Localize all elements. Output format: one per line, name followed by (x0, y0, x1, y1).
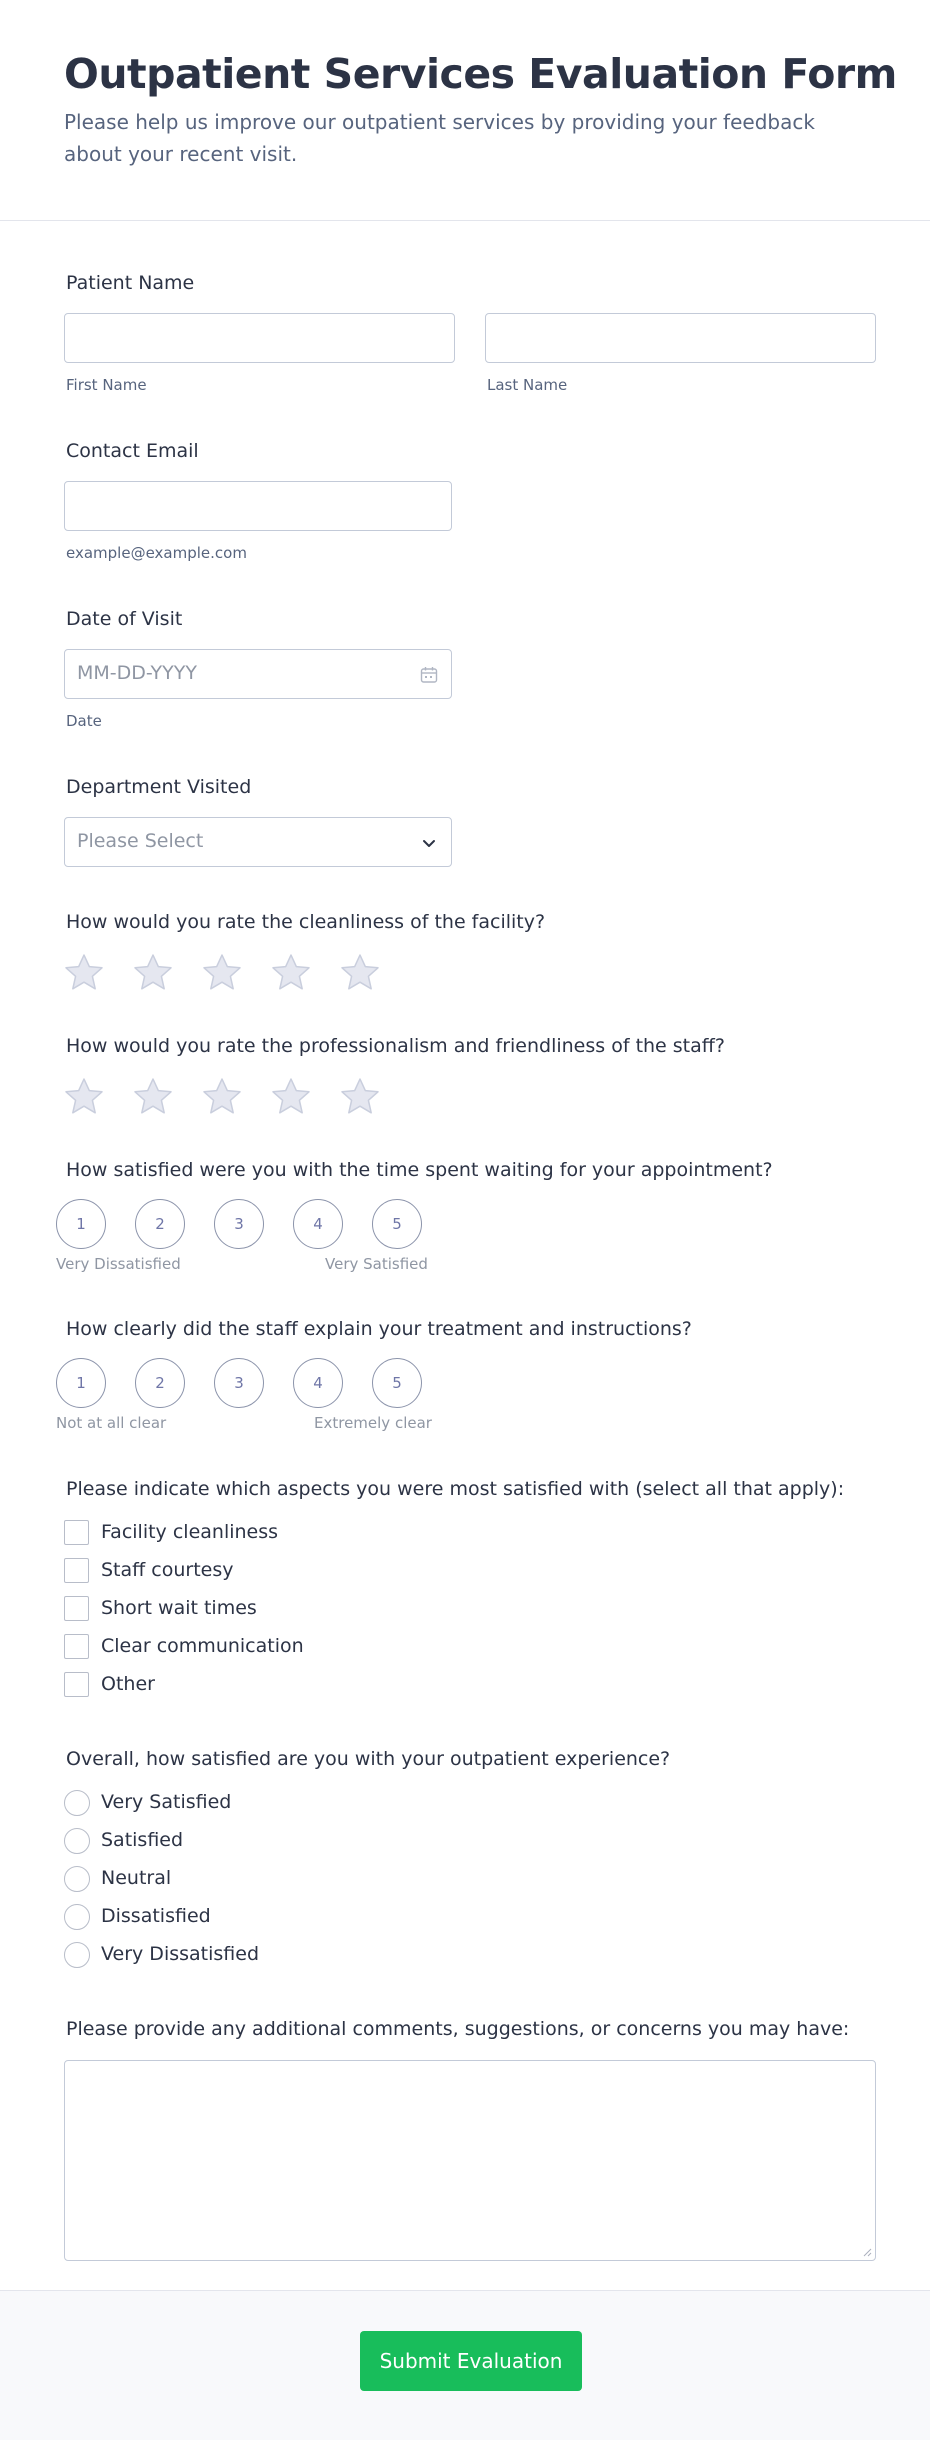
email-input[interactable] (64, 481, 452, 531)
wait-max-caption: Very Satisfied (325, 1255, 428, 1273)
clarity-scale-5[interactable]: 5 (372, 1358, 422, 1408)
wait-scale-5[interactable]: 5 (372, 1199, 422, 1249)
option-label: Short wait times (101, 1597, 257, 1619)
option-label: Dissatisfied (101, 1905, 211, 1927)
clarity-min-caption: Not at all clear (56, 1414, 167, 1432)
cleanliness-star-1-icon[interactable] (62, 951, 106, 995)
clarity-scale-3[interactable]: 3 (214, 1358, 264, 1408)
radio-button[interactable] (64, 1790, 90, 1816)
radio-button[interactable] (64, 1866, 90, 1892)
cleanliness-star-4-icon[interactable] (269, 951, 313, 995)
radio-button[interactable] (64, 1904, 90, 1930)
wait-question: How satisfied were you with the time spent waiting for your appointment? (66, 1159, 773, 1181)
staff-star-1-icon[interactable] (62, 1075, 106, 1119)
form-footer (0, 2290, 930, 2440)
resize-grip-icon[interactable] (862, 2247, 872, 2257)
clarity-scale-2[interactable]: 2 (135, 1358, 185, 1408)
option-label: Neutral (101, 1867, 172, 1889)
date-input[interactable] (64, 649, 452, 699)
option-label: Other (101, 1673, 155, 1695)
cleanliness-star-5-icon[interactable] (338, 951, 382, 995)
staff-star-4-icon[interactable] (269, 1075, 313, 1119)
staff-question: How would you rate the professionalism and friendliness of the staff? (66, 1035, 725, 1057)
patient-name-label: Patient Name (66, 272, 195, 294)
first-name-input[interactable] (64, 313, 455, 363)
staff-star-2-icon[interactable] (131, 1075, 175, 1119)
option-label: Very Dissatisfied (101, 1943, 260, 1965)
cleanliness-question: How would you rate the cleanliness of the facility? (66, 911, 546, 933)
option-label: Very Satisfied (101, 1791, 232, 1813)
first-name-sublabel: First Name (66, 376, 147, 394)
clarity-scale-4[interactable]: 4 (293, 1358, 343, 1408)
cleanliness-star-3-icon[interactable] (200, 951, 244, 995)
wait-scale-2[interactable]: 2 (135, 1199, 185, 1249)
chevron-down-icon (419, 833, 439, 853)
staff-star-3-icon[interactable] (200, 1075, 244, 1119)
radio-button[interactable] (64, 1942, 90, 1968)
department-select[interactable] (64, 817, 452, 867)
wait-scale-3[interactable]: 3 (214, 1199, 264, 1249)
option-label: Satisfied (101, 1829, 184, 1851)
aspects-question: Please indicate which aspects you were most satisfied with (select all that apply): (66, 1478, 845, 1500)
clarity-question: How clearly did the staff explain your treatment and instructions? (66, 1318, 692, 1340)
comments-question: Please provide any additional comments, suggestions, or concerns you may have: (66, 2018, 850, 2040)
clarity-max-caption: Extremely clear (314, 1414, 432, 1432)
wait-min-caption: Very Dissatisfied (56, 1255, 181, 1273)
comments-textarea[interactable] (64, 2060, 876, 2261)
option-label: Staff courtesy (101, 1559, 234, 1581)
radio-button[interactable] (64, 1828, 90, 1854)
wait-scale-1[interactable]: 1 (56, 1199, 106, 1249)
date-of-visit-label: Date of Visit (66, 608, 183, 630)
date-placeholder: MM-DD-YYYY (77, 662, 197, 684)
checkbox[interactable] (64, 1672, 89, 1697)
staff-star-5-icon[interactable] (338, 1075, 382, 1119)
department-label: Department Visited (66, 776, 252, 798)
cleanliness-star-2-icon[interactable] (131, 951, 175, 995)
checkbox[interactable] (64, 1596, 89, 1621)
department-placeholder: Please Select (77, 830, 204, 852)
checkbox[interactable] (64, 1520, 89, 1545)
last-name-sublabel: Last Name (487, 376, 568, 394)
calendar-icon[interactable] (419, 665, 439, 685)
page-title: Outpatient Services Evaluation Form (64, 50, 897, 98)
checkbox[interactable] (64, 1558, 89, 1583)
last-name-input[interactable] (485, 313, 876, 363)
overall-question: Overall, how satisfied are you with your outpatient experience? (66, 1748, 671, 1770)
email-sublabel: example@example.com (66, 544, 247, 562)
submit-evaluation-button[interactable]: Submit Evaluation (360, 2331, 582, 2391)
form-header (0, 0, 930, 221)
checkbox[interactable] (64, 1634, 89, 1659)
option-label: Facility cleanliness (101, 1521, 279, 1543)
page-subtitle: Please help us improve our outpatient services by providing your feedback about your recent visit. (64, 110, 815, 166)
wait-scale-4[interactable]: 4 (293, 1199, 343, 1249)
contact-email-label: Contact Email (66, 440, 199, 462)
date-sublabel: Date (66, 712, 102, 730)
option-label: Clear communication (101, 1635, 304, 1657)
clarity-scale-1[interactable]: 1 (56, 1358, 106, 1408)
